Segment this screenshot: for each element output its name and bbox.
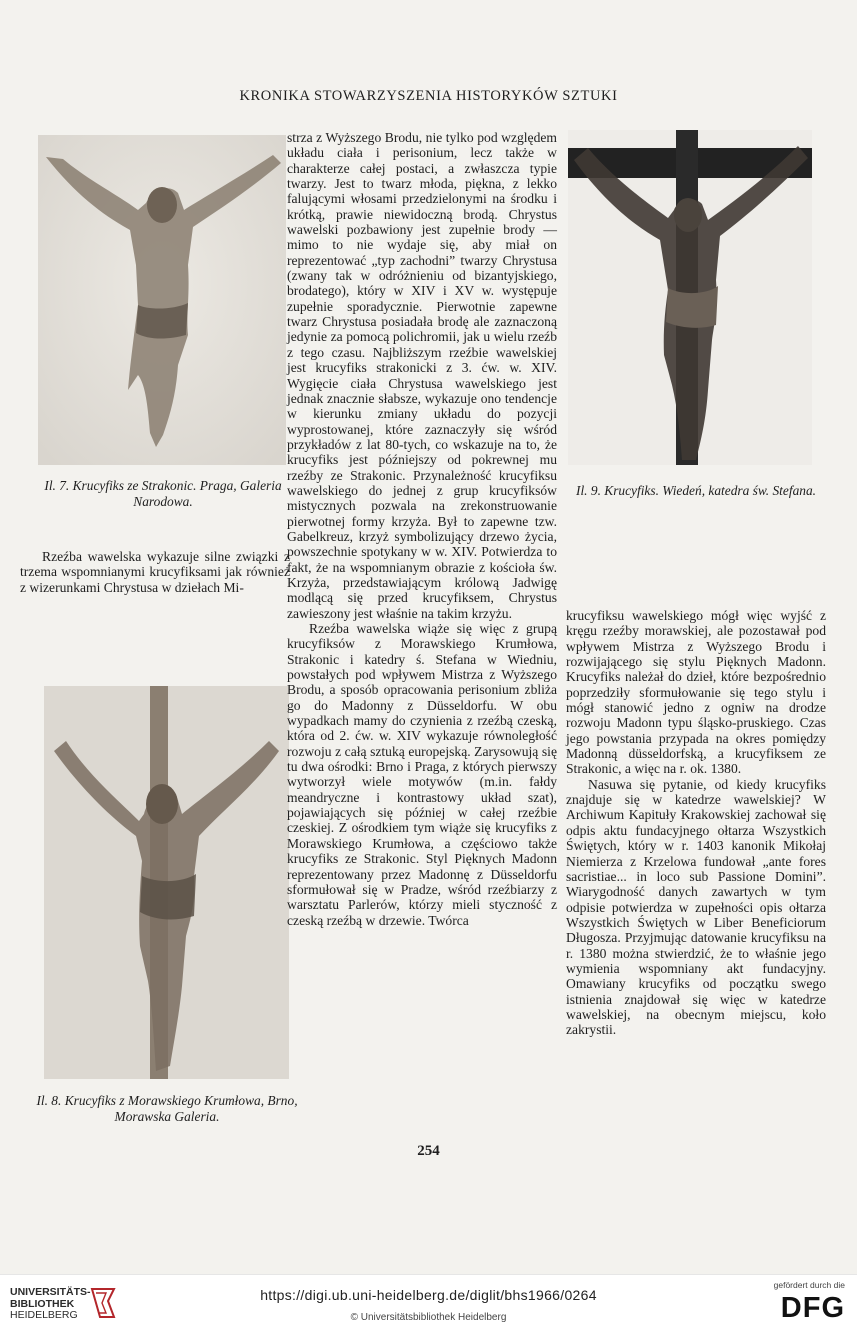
paragraph: Rzeźba wawelska wykazuje silne związki z trzema wspomnianymi krucyfiksami jak również z wizerunkami Chrystusa w dziełach Mi- <box>20 549 290 595</box>
permalink-url[interactable]: https://digi.ub.uni-heidelberg.de/diglit/bhs1966/0264 <box>260 1287 597 1303</box>
right-column-text <box>566 608 826 1038</box>
figure-7-photo <box>38 135 286 465</box>
funding-note: gefördert durch die <box>773 1280 845 1290</box>
viewer-footer <box>0 1274 857 1335</box>
dfg-logo[interactable]: DFG <box>780 1292 845 1324</box>
paragraph: krucyfiksu wawelskiego mógł więc wyjść z kręgu rzeźby morawskiej, ale pozostawał pod wpływem Mistrza z Wyższego Brodu i rozwijającego się stylu Pięknych Madonn. Krucyfiks należał do dzieł, które bezpośrednio poprzedziły sformułowanie się tego stylu i mógł stanowić jedno z ogniw na drodze rozwoju Madonn typu śląsko-pruskiego. Czas jego powstania przypada na okres pomiędzy Madonną düsseldorfską, a krucyfiksem ze Strakonic, a więc na r. ok. 1380. <box>566 608 826 777</box>
library-name-line: UNIVERSITÄTS- <box>10 1286 91 1298</box>
running-header: KRONIKA STOWARZYSZENIA HISTORYKÓW SZTUKI <box>239 88 618 104</box>
crucifix-image <box>44 686 289 1079</box>
figure-8-caption: Il. 8. Krucyfiks z Morawskiego Krumłowa, Brno, Morawska Galeria. <box>36 1093 298 1124</box>
paragraph: Nasuwa się pytanie, od kiedy krucyfiks znajduje się w katedrze wawelskiej? W Archiwum Kapituły Krakowskiej zachował się odpis aktu fundacyjnego ołtarza Wszystkich Świętych, który w r. 1403 kanonik Mikołaj Niemierza z Krzelowa fundował „ante fores sacristiae... in loco sub Passione Domini”. Wiarygodność danych zawartych w tym odpisie potwierdza w zupełności opis ołtarza Wszystkich Świętych w Liber Beneficiorum Długosza. Przyjmując datowanie krucyfiksu na r. 1380 można stwierdzić, że to właśnie jego wymienia wspomniany akt fundacyjny. Omawiany krucyfiks od początku swego istnienia znajdował się więc w katedrze wawelskiej, na obecnym miejscu, koło zakrystii. <box>566 776 826 1038</box>
figure-8-photo <box>44 686 289 1079</box>
left-column-text <box>20 549 290 595</box>
middle-column-text <box>287 130 557 928</box>
figure-7-caption: Il. 7. Krucyfiks ze Strakonic. Praga, Galeria Narodowa. <box>44 478 282 509</box>
paragraph: Rzeźba wawelska wiąże się więc z grupą krucyfiksów z Morawskiego Krumłowa, Strakonic i katedry ś. Stefana w Wiedniu, powstałych pod wpływem Mistrza z Wyższego Brodu, a sposób opracowania perisonium zbliża go do Madonny z Düsseldorfu. W obu wypadkach mamy do czynienia z rzeźbą czeską, która od 2. ćw. w. XIV wykazuje równoległość rozwoju z całą sztuką europejską. Zarysowują się tu dwa ośrodki: Brno i Praga, z których pierwszy wytworzył wiele motywów (m.in. fałdy meandryczne i kontrastowy układ szat), pojawiających się później w całej rzeźbie czeskiej. Z ośrodkiem tym wiąże się krucyfiks z Morawskiego Krumłowa, a częściowo także krucyfiks ze Strakonic. Styl Pięknych Madonn reprezentowany przez Madonnę z Düsseldorfu sformułował się w Pradze, wśród rzeźbiarzy z warsztatu Parlerów, którzy mieli styczność z czeską rzeźbą w drzewie. Twórca <box>287 621 557 928</box>
library-name-line: BIBLIOTHEK <box>10 1297 75 1310</box>
copyright-notice: © Universitätsbibliothek Heidelberg <box>350 1312 507 1323</box>
crucifix-image <box>568 130 812 465</box>
paragraph: strza z Wyższego Brodu, nie tylko pod względem układu ciała i perisonium, lecz także w charakterze całej postaci, a zwłaszcza typie twarzy. Jest to twarz młoda, piękna, z lekko falującymi włosami przedzielonymi na środku i krótką, prawie niewidoczną brodą. Chrystus wawelski pozbawiony jest zupełnie brody — mimo to nie wydaje się, aby miał on reprezentować „typ zachodni” twarzy Chrystusa (zwany tak w odróżnieniu od bizantyjskiego, brodatego), który w XIV i XV w. występuje zupełnie sporadycznie. Pierwotnie zapewne twarz Chrystusa posiadała brodę ale zaznaczoną jedynie za pomocą polichromii, jak u wielu rzeźb z tego czasu. Najbliższym rzeźbie wawelskiej jest krucyfiks strakonicki z 3. ćw. w. XIV. Wygięcie ciała Chrystusa wawelskiego jest jednak znacznie słabsze, wykazuje ono tendencje w kierunku zmiany układu do pozycji wyprostowanej, które zaznaczyły się wśród przykładów z lat 80-tych, co wskazuje na to, że krucyfiks jest późniejszy od pokrewnej mu rzeźby ze Strakonic. Przynależność krucyfiksu wawelskiego do jednej z grup krucyfiksów mistycznych pozwala na zrekonstruowanie pierwotnej formy krzyża. Był to zapewne tzw. Gabelkreuz, krzyż symbolizujący drzewo życia, powszechnie spotykany w w. XIV. Potwierdza to fakt, że na wspomnianym obrazie z kościoła św. Krzyża, przedstawiającym królową Jadwigę modlącą się przed krucyfiksem, Chrystus zawieszony jest właśnie na takim krzyżu. <box>287 130 557 621</box>
page-number: 254 <box>417 1143 440 1159</box>
crucifix-image <box>38 135 286 465</box>
figure-9-photo <box>568 130 812 465</box>
figure-9-caption: Il. 9. Krucyfiks. Wiedeń, katedra św. Stefana. <box>576 483 816 498</box>
library-name-line: HEIDELBERG <box>10 1309 78 1321</box>
